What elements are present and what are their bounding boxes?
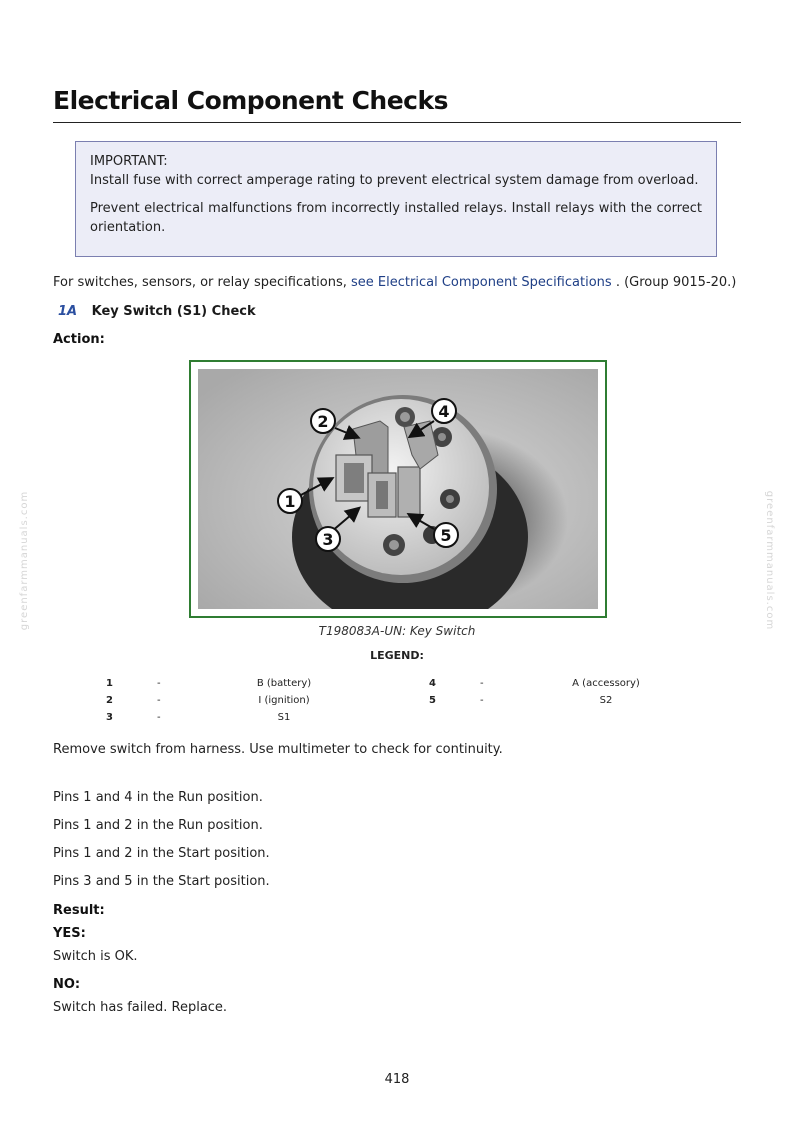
- callout-4-label: 4: [438, 402, 450, 421]
- key-switch-figure: [189, 360, 607, 618]
- no-text: Switch has failed. Replace.: [53, 1000, 228, 1015]
- figure-caption: T198083A-UN: Key Switch: [318, 624, 476, 638]
- legend-desc: S1: [277, 712, 291, 723]
- callout-3-label: 3: [322, 530, 334, 549]
- watermark-right: greenfarmmanuals.com: [764, 490, 776, 631]
- legend-dash: -: [157, 695, 161, 706]
- step-number: 1A: [58, 304, 78, 319]
- callout-3: [316, 527, 340, 551]
- step-title: Key Switch (S1) Check: [91, 304, 256, 319]
- legend-desc: I (ignition): [258, 695, 310, 706]
- important-line-1: Install fuse with correct amperage rating to prevent electrical system damage from overload.: [90, 173, 699, 188]
- spec-reference: [53, 275, 736, 290]
- legend-dash: -: [480, 678, 484, 689]
- callout-5-label: 5: [440, 526, 452, 545]
- step-heading: [58, 304, 256, 319]
- action-label: Action:: [53, 332, 105, 347]
- check-item: Pins 1 and 2 in the Run position.: [53, 818, 263, 833]
- title-divider: [53, 122, 741, 123]
- important-line-2: Prevent electrical malfunctions from incorrectly installed relays. Install relays with the correct orientation.: [90, 201, 702, 235]
- callout-2-label: 2: [317, 412, 329, 431]
- legend-dash: -: [157, 678, 161, 689]
- legend-num: 2: [106, 695, 113, 706]
- legend-num: 3: [106, 712, 113, 723]
- legend-desc: A (accessory): [572, 678, 640, 689]
- legend-num: 4: [429, 678, 436, 689]
- watermark-left: greenfarmmanuals.com: [19, 490, 31, 631]
- check-item: Pins 1 and 2 in the Start position.: [53, 846, 270, 861]
- legend-desc: S2: [599, 695, 613, 706]
- legend-dash: -: [157, 712, 161, 723]
- legend-row-3: [0, 711, 794, 725]
- legend-row-1: [0, 677, 794, 691]
- important-notice: [75, 141, 717, 257]
- callout-1: [278, 489, 302, 513]
- important-heading: IMPORTANT:: [90, 154, 168, 169]
- callout-2: [311, 409, 335, 433]
- legend-num: 5: [429, 695, 436, 706]
- legend-title: LEGEND:: [370, 649, 424, 662]
- callout-1-label: 1: [284, 492, 296, 511]
- instructions: Remove switch from harness. Use multimeter to check for continuity.: [53, 742, 503, 757]
- legend-dash: -: [480, 695, 484, 706]
- spec-link[interactable]: see Electrical Component Specifications: [351, 275, 612, 290]
- legend-desc: B (battery): [256, 678, 312, 689]
- spec-text-before: For switches, sensors, or relay specifications,: [53, 275, 347, 290]
- no-label: NO:: [53, 977, 81, 992]
- yes-text: Switch is OK.: [53, 949, 138, 964]
- result-label: Result:: [53, 903, 105, 918]
- legend-num: 1: [106, 678, 113, 689]
- page-title: Electrical Component Checks: [53, 86, 449, 115]
- yes-label: YES:: [53, 926, 86, 941]
- check-item: Pins 3 and 5 in the Start position.: [53, 874, 270, 889]
- legend-row-2: [0, 694, 794, 708]
- key-switch-photo: [198, 369, 598, 609]
- callout-5: [434, 523, 458, 547]
- page-number: 418: [384, 1072, 410, 1087]
- callout-4: [432, 399, 456, 423]
- check-item: Pins 1 and 4 in the Run position.: [53, 790, 263, 805]
- spec-text-after: . (Group 9015-20.): [615, 275, 737, 290]
